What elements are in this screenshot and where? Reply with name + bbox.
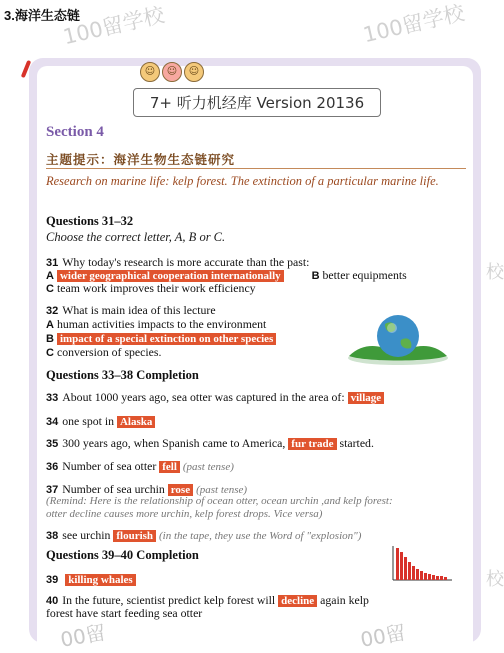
answer-highlight: Alaska	[117, 416, 155, 428]
version-banner: 7+ 听力机经库 Version 20136	[133, 88, 381, 117]
question-38: 38 see urchin flourish (in the tape, they use the Word of "explosion")	[46, 528, 362, 542]
questions-39-40-heading: Questions 39–40 Completion	[46, 548, 199, 562]
decline-chart-icon	[390, 544, 454, 582]
page-heading: 3.海洋生态链	[4, 8, 80, 23]
question-34: 34 one spot in Alaska	[46, 414, 155, 429]
cartoon-faces-icon: ☺ ☺ ☺	[140, 62, 204, 82]
question-31-option-c: C team work improves their work efficiency	[46, 281, 256, 295]
answer-highlight: killing whales	[65, 574, 136, 586]
watermark: 校	[486, 262, 504, 283]
watermark: 00留	[358, 620, 408, 652]
question-39: 39 killing whales	[46, 572, 136, 587]
instruction: Choose the correct letter, A, B or C.	[46, 230, 226, 244]
question-37-remind: (Remind: Here is the relationship of ocean otter, ocean urchin ,and kelp forest:	[46, 495, 393, 507]
section-title: Section 4	[46, 124, 104, 140]
answer-highlight: decline	[278, 595, 317, 607]
question-40: 40 In the future, scientist predict kelp forest will decline again kelp	[46, 593, 369, 607]
answer-highlight: fur trade	[288, 438, 336, 450]
question-40-continued: forest have start feeding sea otter	[46, 606, 203, 620]
watermark: 100留学校	[60, 2, 167, 50]
answer-highlight: wider geographical cooperation internationally	[57, 270, 284, 282]
answer-highlight: rose	[168, 484, 193, 496]
theme-hint: 主题提示：海洋生物生态链研究	[46, 152, 236, 167]
question-35: 35 300 years ago, when Spanish came to America, fur trade started.	[46, 436, 374, 450]
watermark: 校	[486, 569, 504, 590]
watermark: 00留	[58, 620, 108, 652]
answer-highlight: village	[348, 392, 385, 404]
question-32-option-c: C conversion of species.	[46, 345, 162, 359]
globe-leaf-icon	[345, 310, 451, 366]
question-36: 36 Number of sea otter fell (past tense)	[46, 459, 234, 473]
question-33: 33 About 1000 years ago, sea otter was captured in the area of: village	[46, 390, 384, 405]
questions-33-38-heading: Questions 33–38 Completion	[46, 368, 199, 382]
question-37-remind-2: otter decline causes more urchin, kelp forest drops. Vice versa)	[46, 508, 323, 520]
question-32: 32 What is main idea of this lecture	[46, 303, 216, 317]
question-31: 31 Why today's research is more accurate than the past:	[46, 255, 310, 269]
answer-highlight: impact of a special extinction on other species	[57, 333, 276, 345]
research-summary: Research on marine life: kelp forest. The extinction of a particular marine life.	[46, 174, 439, 188]
question-31-options-ab: A wider geographical cooperation internationally B better equipments	[46, 268, 407, 282]
questions-31-32-heading: Questions 31–32	[46, 214, 134, 228]
divider	[46, 168, 466, 169]
question-32-option-b: B impact of a special extinction on other species	[46, 331, 276, 346]
answer-highlight: fell	[159, 461, 180, 473]
question-32-option-a: A human activities impacts to the environment	[46, 317, 267, 331]
question-37: 37 Number of sea urchin rose (past tense)	[46, 482, 248, 496]
answer-highlight: flourish	[113, 530, 156, 542]
watermark: 100留学校	[360, 0, 467, 48]
